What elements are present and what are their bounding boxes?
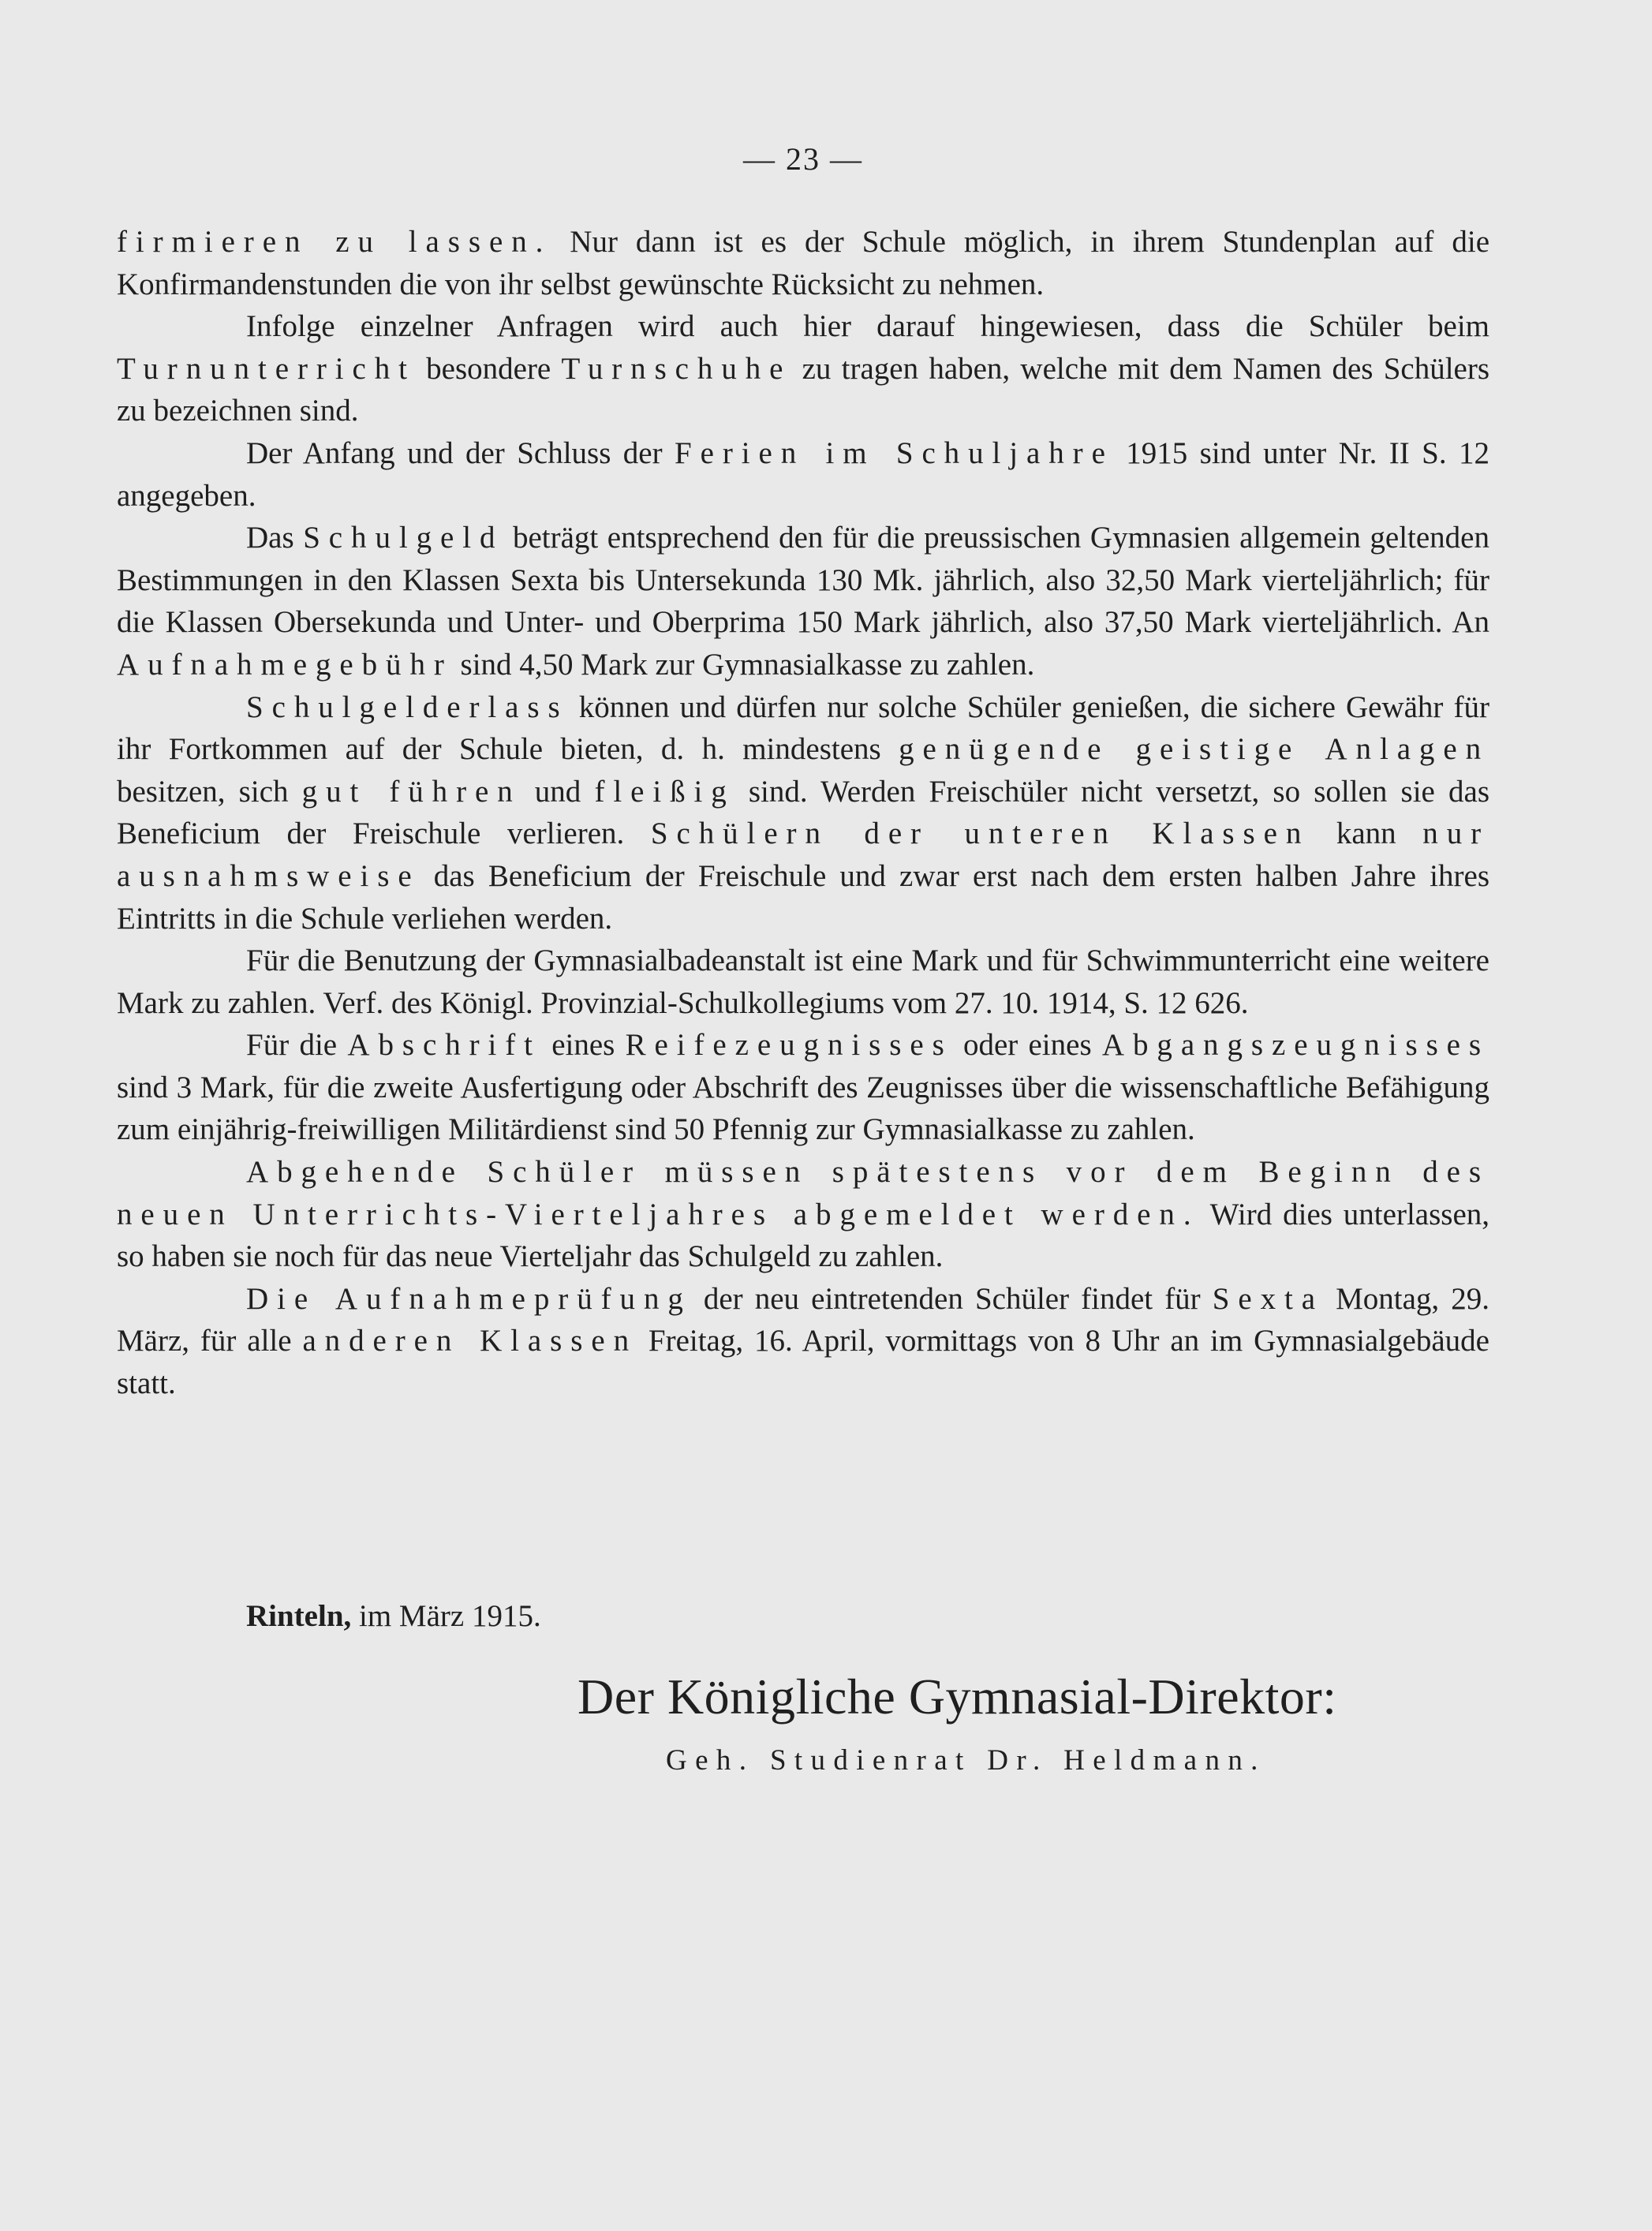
- spaced-emphasis-text: Schulgeld: [303, 521, 504, 555]
- paragraph-text: Freitag, 16. April, vormittags von 8 Uhr an im Gymnasialgebäude statt.: [117, 1324, 1489, 1401]
- spaced-emphasis-text: Sexta: [1212, 1281, 1324, 1316]
- paragraph-text: Infolge einzelner Anfragen wird auch hier darauf hingewiesen, dass die Schüler beim: [246, 309, 1489, 344]
- paragraph-text: Der Anfang und der Schluss der: [246, 435, 675, 470]
- paragraph: [117, 940, 1489, 1024]
- paragraph-text: Für die Benutzung der Gymnasialbadeanstalt ist eine Mark und für Schwimmunterricht eine weitere Mark zu zahlen. Verf. des Königl. Provinzial-Schulkollegiums vom 27. 10. 1914, S. 12 626.: [117, 944, 1489, 1020]
- spaced-emphasis-text: Turnunterricht: [117, 351, 416, 386]
- paragraph-text: eines: [540, 1028, 626, 1063]
- paragraph: [117, 1278, 1489, 1405]
- paragraph-text: besitzen, sich: [117, 774, 302, 809]
- paragraph-text: Für die: [246, 1028, 348, 1063]
- spaced-emphasis-text: nur ausnahmsweise: [117, 817, 1490, 893]
- paragraph-text: Nur dann ist es der Schule möglich, in ihrem Stundenplan auf die Konfirmandenstunden die von ihr selbst gewünschte Rücksicht zu nehmen.: [117, 225, 1489, 301]
- spaced-emphasis-text: Abgangszeugnisses: [1101, 1028, 1489, 1063]
- paragraph-text: kann: [1310, 817, 1423, 851]
- paragraph: [117, 1024, 1489, 1151]
- paragraph: [117, 305, 1489, 432]
- paragraph: [117, 221, 1489, 305]
- paragraph-text: Montag, 29. März, für alle: [117, 1281, 1489, 1358]
- paragraph-text: der neu eintretenden Schüler findet für: [691, 1281, 1213, 1316]
- paragraph-text: besondere: [415, 351, 562, 386]
- director-title: Der Königliche Gymnasial-Direktor:: [577, 1669, 1337, 1725]
- spaced-emphasis-text: Abgehende Schüler müssen spätestens vor dem Beginn des neuen Unterrichts-Vierteljahres abgemeldet werden.: [117, 1155, 1489, 1231]
- spaced-emphasis-text: gut führen: [301, 774, 521, 809]
- spaced-emphasis-text: anderen Klassen: [302, 1324, 638, 1358]
- paragraph-text: beträgt entsprechend den für die preussischen Gymnasien allgemein geltenden Bestimmungen in den Klassen Sexta bis Untersekunda 130 Mk. jährlich, also 32,50 Mark vierteljährlich; für die Klassen Obersekunda und Unter- und Oberprima 150 Mark jährlich, also 37,50 Mark vierteljährlich. An: [117, 521, 1489, 640]
- paragraph-text: und: [521, 774, 595, 809]
- paragraph: [117, 1151, 1489, 1278]
- paragraph-text: Das: [246, 521, 304, 555]
- page-number: — 23 —: [743, 141, 863, 177]
- paragraph-text: sind. Werden Freischüler nicht versetzt, so sollen sie das Beneficium der Freischule verlieren.: [117, 774, 1490, 851]
- paragraph-text: können und dürfen nur solche Schüler genießen, die sichere Gewähr für ihr Fortkommen auf der Schule bieten, d. h. mindestens: [117, 689, 1489, 767]
- spaced-emphasis-text: Turnschuhe: [561, 351, 792, 386]
- spaced-emphasis-text: Die Aufnahmeprüfung: [246, 1281, 692, 1316]
- signatory-name: Geh. Studienrat Dr. Heldmann.: [666, 1744, 1266, 1777]
- paragraph-text: 1915 sind unter Nr. II S. 12 angegeben.: [117, 435, 1490, 513]
- paragraph-text: Wird dies unterlassen, so haben sie noch für das neue Vierteljahr das Schulgeld zu zahlen.: [117, 1197, 1489, 1274]
- spaced-emphasis-text: Schülern der unteren Klassen: [650, 817, 1310, 851]
- spaced-emphasis-text: Schulgelderlass: [246, 689, 569, 724]
- paragraph: [117, 686, 1489, 940]
- spaced-emphasis-text: Reifezeugnisses: [625, 1028, 953, 1063]
- place-name: Rinteln,: [246, 1599, 352, 1633]
- paragraph-text: sind 4,50 Mark zur Gymnasialkasse zu zahlen.: [452, 647, 1035, 682]
- date-text: im März 1915.: [351, 1599, 541, 1633]
- spaced-emphasis-text: Ferien im Schuljahre: [675, 435, 1114, 470]
- spaced-emphasis-text: fleißig: [594, 774, 735, 809]
- paragraph-text: oder eines: [952, 1028, 1102, 1063]
- paragraph: [117, 517, 1489, 686]
- spaced-emphasis-text: genügende geistige Anlagen: [899, 732, 1489, 767]
- body-text: [117, 221, 1489, 1405]
- spaced-emphasis-text: Aufnahmegebühr: [117, 647, 453, 682]
- spaced-emphasis-text: Abschrift: [347, 1028, 541, 1063]
- paragraph-text: zu tragen haben, welche mit dem Namen des Schülers zu bezeichnen sind.: [117, 351, 1489, 428]
- paragraph-text: sind 3 Mark, für die zweite Ausfertigung oder Abschrift des Zeugnisses über die wissenschaftliche Befähigung zum einjährig-freiwilligen Militärdienst sind 50 Pfennig zur Gymnasialkasse zu zahlen.: [117, 1070, 1489, 1147]
- place-date-line: [246, 1598, 541, 1634]
- spaced-emphasis-text: firmieren zu lassen.: [117, 225, 552, 259]
- paragraph: [117, 432, 1489, 517]
- paragraph-text: das Beneficium der Freischule und zwar erst nach dem ersten halben Jahre ihres Eintritts in die Schule verliehen werden.: [117, 858, 1489, 936]
